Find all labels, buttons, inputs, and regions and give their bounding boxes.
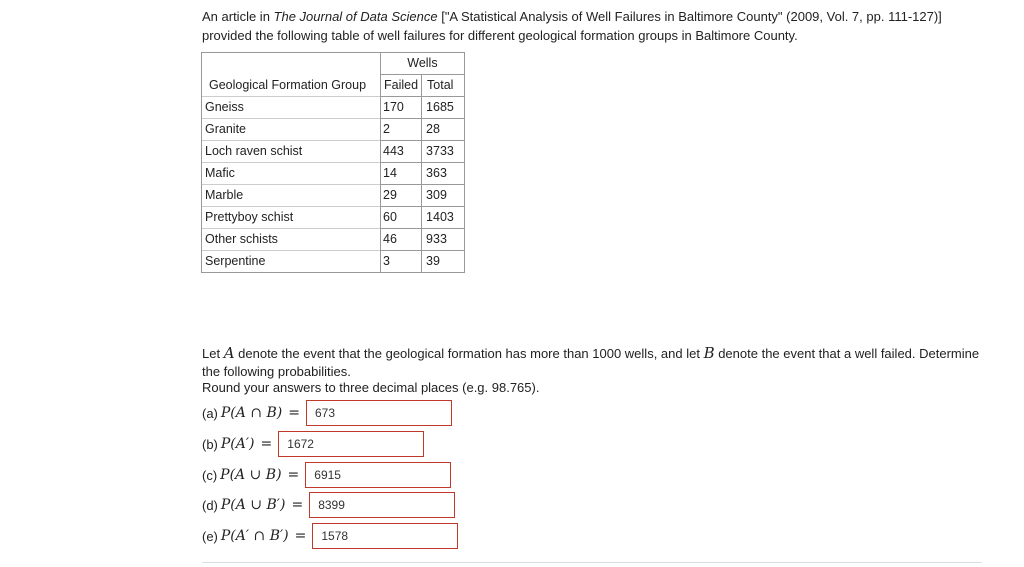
- question-text: [202, 344, 992, 381]
- row-total: 933: [422, 229, 465, 251]
- row-failed: 3: [381, 251, 422, 273]
- answer-row-c: [202, 461, 451, 489]
- question-part: denote the event that the geological formation has more than 1000 wells, and let: [234, 346, 704, 361]
- problem-intro: [202, 7, 992, 45]
- divider: [202, 562, 982, 563]
- answer-label: (c): [202, 467, 218, 483]
- event-a-symbol: A: [223, 344, 235, 362]
- answer-label: (e): [202, 528, 218, 544]
- equals-sign: =: [288, 405, 300, 421]
- row-name: Other schists: [202, 229, 381, 251]
- rounding-instruction: Round your answers to three decimal places (e.g. 98.765).: [202, 380, 540, 395]
- intro-prefix: An article in: [202, 9, 274, 24]
- equals-sign: =: [294, 528, 307, 544]
- answer-label: (a): [202, 405, 218, 421]
- row-name: Loch raven schist: [202, 141, 381, 163]
- answer-row-e: [202, 522, 458, 550]
- intro-citation: ["A Statistical Analysis of Well Failures in Baltimore County" (2009, Vol. 7, pp. 111-127)]: [437, 9, 942, 24]
- answer-input-c[interactable]: 6915: [305, 462, 451, 488]
- row-name: Mafic: [202, 163, 381, 185]
- wells-group-header: Wells: [381, 53, 465, 75]
- question-part: Let: [202, 346, 224, 361]
- row-name: Granite: [202, 119, 381, 141]
- row-failed: 60: [381, 207, 422, 229]
- row-failed: 2: [381, 119, 422, 141]
- well-failures-table: [201, 52, 465, 273]
- col-header-total: Total: [422, 75, 465, 97]
- equals-sign: =: [287, 467, 300, 483]
- row-total: 363: [422, 163, 465, 185]
- row-total: 1685: [422, 97, 465, 119]
- journal-title: The Journal of Data Science: [273, 9, 438, 24]
- row-total: 3733: [422, 141, 465, 163]
- row-total: 28: [422, 119, 465, 141]
- row-total: 1403: [422, 207, 465, 229]
- question-part: denote the event that a well failed. Determine the following probabilities.: [202, 346, 980, 379]
- col-header-failed: Failed: [381, 75, 422, 97]
- row-name: Prettyboy schist: [202, 207, 381, 229]
- answer-expression: P(A′ ∩ B′): [220, 528, 289, 544]
- answer-expression: P(A ∪ B′): [220, 497, 286, 513]
- row-total: 309: [422, 185, 465, 207]
- answer-label: (b): [202, 436, 218, 452]
- event-b-symbol: B: [703, 344, 715, 362]
- row-failed: 29: [381, 185, 422, 207]
- row-name: Serpentine: [202, 251, 381, 273]
- answer-row-d: [202, 491, 455, 519]
- row-failed: 443: [381, 141, 422, 163]
- equals-sign: =: [291, 497, 304, 513]
- answer-input-b[interactable]: 1672: [278, 431, 424, 457]
- answer-row-b: [202, 430, 424, 458]
- answer-row-a: [202, 399, 452, 427]
- answer-expression: P(A ∩ B): [220, 405, 283, 421]
- answer-expression: P(A ∪ B): [220, 467, 282, 483]
- row-name: Gneiss: [202, 97, 381, 119]
- row-total: 39: [422, 251, 465, 273]
- intro-line2: provided the following table of well failures for different geological formation groups in Baltimore County.: [202, 28, 798, 43]
- row-failed: 170: [381, 97, 422, 119]
- table-corner: [202, 53, 381, 75]
- answer-input-e[interactable]: 1578: [312, 523, 458, 549]
- answer-expression: P(A′): [220, 436, 255, 452]
- row-failed: 46: [381, 229, 422, 251]
- col-header-group: Geological Formation Group: [202, 75, 381, 97]
- row-name: Marble: [202, 185, 381, 207]
- row-failed: 14: [381, 163, 422, 185]
- equals-sign: =: [260, 436, 273, 452]
- answer-input-d[interactable]: 8399: [309, 492, 455, 518]
- answer-input-a[interactable]: 673: [306, 400, 452, 426]
- answer-label: (d): [202, 497, 218, 513]
